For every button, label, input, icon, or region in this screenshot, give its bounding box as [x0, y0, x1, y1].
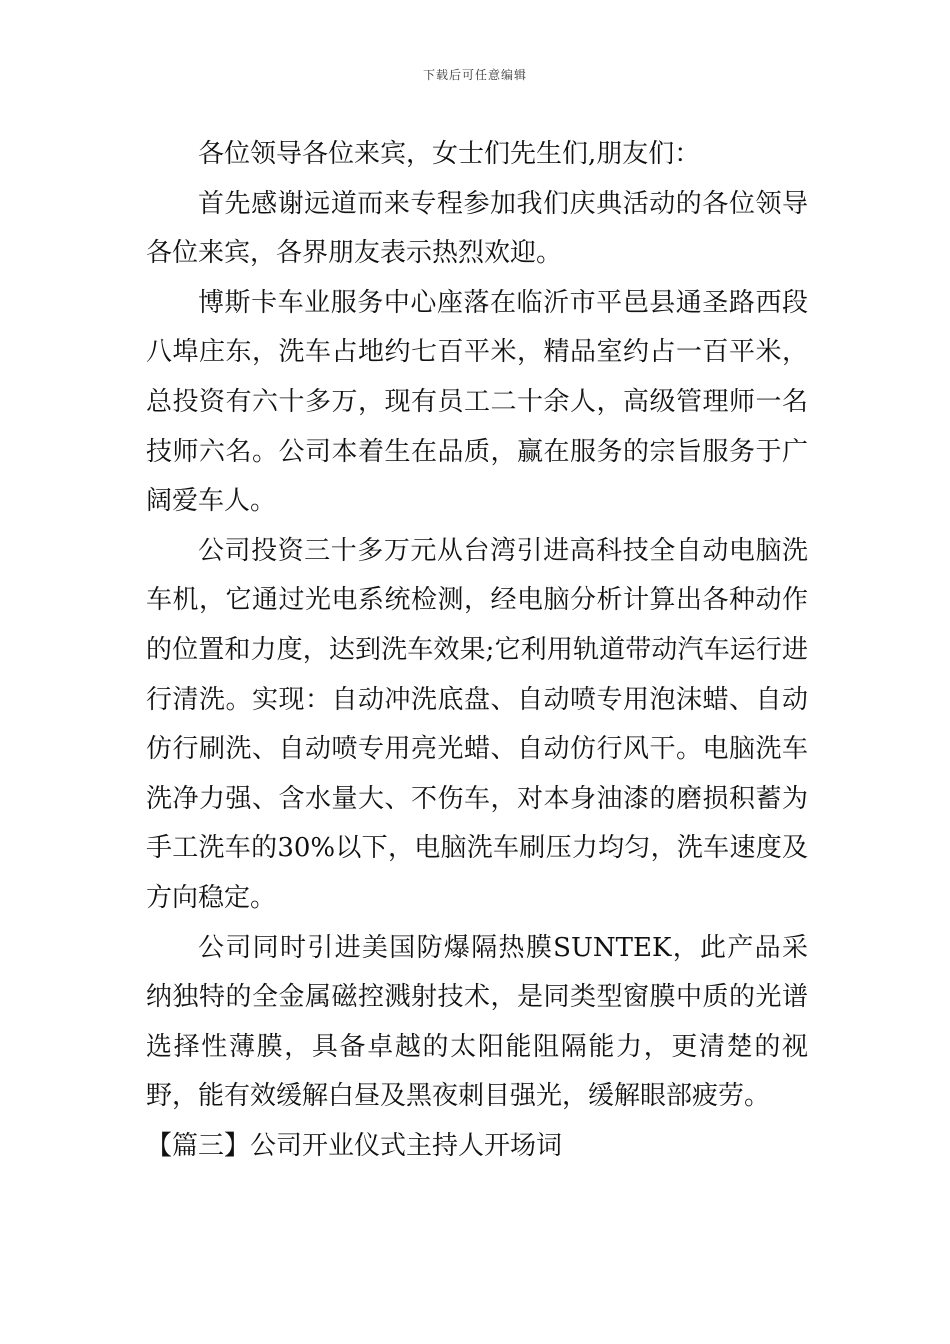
section-heading: 【篇三】公司开业仪式主持人开场词: [146, 1130, 563, 1161]
header-note: 下载后可任意编辑: [422, 68, 527, 82]
paragraph-greeting: 各位领导各位来宾，女士们先生们,朋友们：: [198, 139, 701, 169]
paragraph-thanks: 首先感谢远道而来专程参加我们庆典活动的各位领导各位来宾，各界朋友表示热烈欢迎。: [146, 188, 808, 269]
document-body: [146, 130, 808, 1171]
paragraph-company-intro: 博斯卡车业服务中心座落在临沂市平邑县通圣路西段八埠庄东，洗车占地约七百平米，精品室约占一百平米，总投资有六十多万，现有员工二十余人，高级管理师一名技师六名。公司本着生在品质，赢在服务的宗旨服务于广阔爱车人。: [146, 287, 808, 517]
paragraph-car-wash-machine: 公司投资三十多万元从台湾引进高科技全自动电脑洗车机，它通过光电系统检测，经电脑分析计算出各种动作的位置和力度，达到洗车效果;它利用轨道带动汽车运行进行清洗。实现：自动冲洗底盘、自动喷专用泡沫蜡、自动仿行刷洗、自动喷专用亮光蜡、自动仿行风干。电脑洗车洗净力强、含水量大、不伤车，对本身油漆的磨损积蓄为手工洗车的30%以下，电脑洗车刷压力均匀，洗车速度及方向稳定。: [146, 535, 808, 913]
paragraph-window-film: 公司同时引进美国防爆隔热膜SUNTEK，此产品采纳独特的全金属磁控溅射技术，是同类型窗膜中质的光谱选择性薄膜，具备卓越的太阳能阻隔能力，更清楚的视野，能有效缓解白昼及黑夜刺目强光，缓解眼部疲劳。: [146, 932, 808, 1112]
